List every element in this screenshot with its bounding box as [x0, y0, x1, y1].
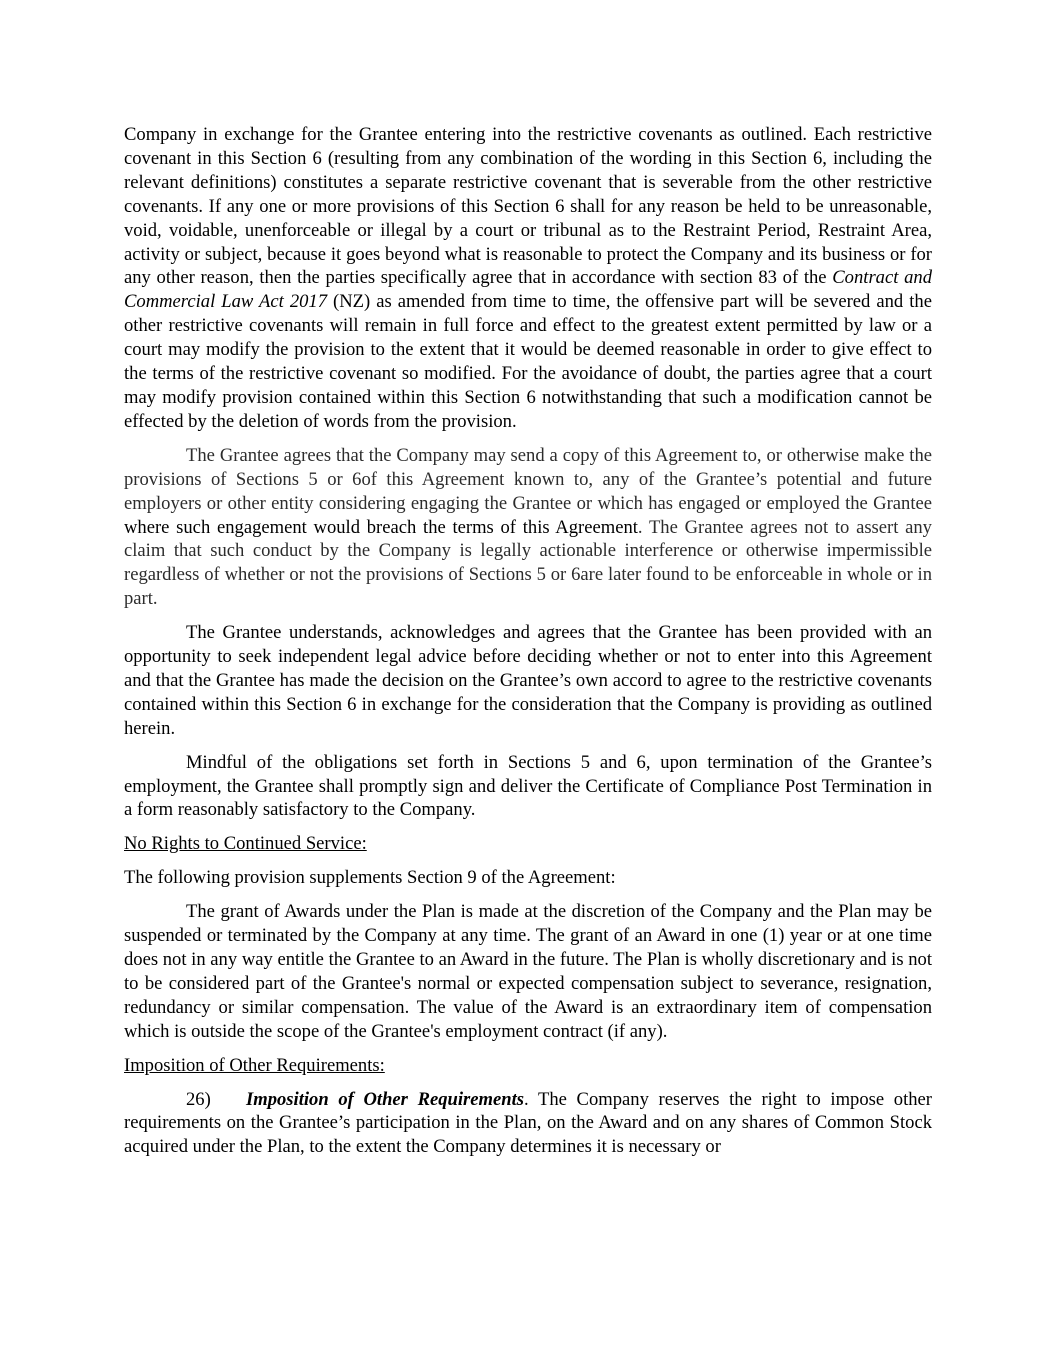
disclosure-text-1: The Grantee agrees that the Company may send a copy of this Agreement to, or otherwise make the provisions of Sections 5 or 6of this Agreement known to, any of the Grantee’s potential and future employers or other entity considering engaging the Grantee or which has engaged or employed the Grantee	[124, 444, 932, 514]
compliance-paragraph: Mindful of the obligations set forth in Sections 5 and 6, upon termination of the Grantee’s employment, the Grantee shall promptly sign and deliver the Certificate of Compliance Post Termination in a form reasonably satisfactory to the Company.	[124, 751, 932, 821]
disclosure-text-2: where such engagement would breach the terms of this Agreement	[124, 516, 638, 538]
section-title: Imposition of Other Requirements	[246, 1088, 524, 1110]
disclosure-text-3: . The Grantee agrees not to assert any claim that such conduct by the Company is legally actionable interference or otherwise impermissible regardless of whether or not the provisions of Sections 5 or 6are later found to be enforceable in whole or in part.	[124, 516, 932, 610]
section-number: 26)	[186, 1088, 211, 1110]
section-heading-continued-service: No Rights to Continued Service:	[124, 833, 367, 855]
other-requirements-paragraph	[124, 1088, 932, 1160]
document-page	[124, 123, 932, 1159]
severability-text-1: Company in exchange for the Grantee entering into the restrictive covenants as outlined. Each restrictive covenant in this Section 6 (resulting from any combination of the wording in this Section 6, including the relevant definitions) constitutes a separate restrictive covenant that is severable from the other restrictive covenants. If any one or more provisions of this Section 6 shall for any reason be held to be unreasonable, void, voidable, unenforceable or illegal by a court or tribunal as to the Restraint Period, Restraint Area, activity or subject, because it goes beyond what is reasonable to protect the Company and its business or for any other reason, then the parties specifically agree that in accordance with section 83 of the	[124, 124, 932, 289]
act-title: Contract and Commercial Law Act 2017	[124, 267, 932, 313]
severability-paragraph	[124, 123, 932, 434]
awards-discretion-paragraph: The grant of Awards under the Plan is made at the discretion of the Company and the Plan may be suspended or terminated by the Company at any time. The grant of an Award in one (1) year or at one time does not in any way entitle the Grantee to an Award in the future. The Plan is wholly discretionary and is not to be considered part of the Grantee's normal or expected compensation subject to severance, resignation, redundancy or similar compensation. The value of the Award is an extraordinary item of compensation which is outside the scope of the Grantee's employment contract (if any).	[124, 901, 932, 1042]
section-heading-other-requirements: Imposition of Other Requirements:	[124, 1054, 385, 1076]
severability-text-2: (NZ) as amended from time to time, the offensive part will be severed and the other restrictive covenants will remain in full force and effect to the greatest extent permitted by law or a court may modify the provision to the extent that it would be deemed reasonable in order to give effect to the terms of the restrictive covenant so modified. For the avoidance of doubt, the parties agree that a court may modify provision contained within this Section 6 notwithstanding that such a modification cannot be effected by the deletion of words from the provision.	[124, 291, 932, 432]
supplement-paragraph: The following provision supplements Section 9 of the Agreement:	[124, 867, 616, 889]
disclosure-paragraph	[124, 444, 932, 611]
other-requirements-text: . The Company reserves the right to impose other requirements on the Grantee’s participation in the Plan, on the Award and on any shares of Common Stock acquired under the Plan, to the extent the Company determines it is necessary or	[124, 1088, 932, 1158]
legal-advice-paragraph: The Grantee understands, acknowledges and agrees that the Grantee has been provided with an opportunity to seek independent legal advice before deciding whether or not to enter into this Agreement and that the Grantee has made the decision on the Grantee’s own accord to agree to the restrictive covenants contained within this Section 6 in exchange for the consideration that the Company is providing as outlined herein.	[124, 622, 932, 739]
